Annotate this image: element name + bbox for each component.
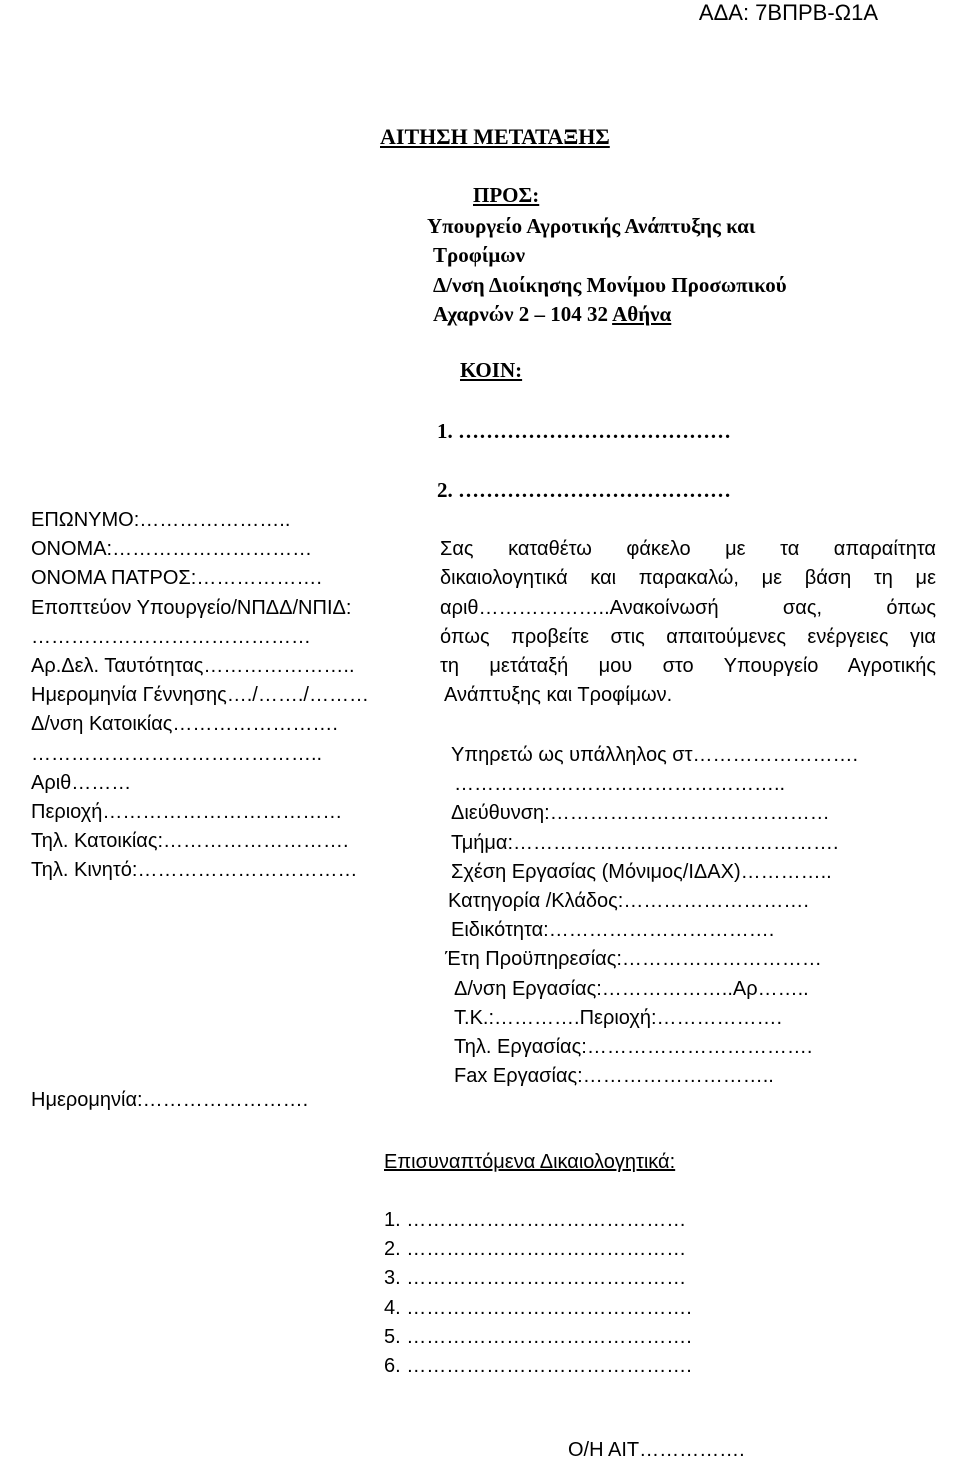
field-supervising-ministry: Εποπτεύον Υπουργείο/ΝΠΔΔ/ΝΠΙΔ: (31, 596, 352, 619)
body-line: Ανάπτυξης και Τροφίμων. (444, 684, 673, 707)
field-father-name: ΟΝΟΜΑ ΠΑΤΡΟΣ:………………. (31, 567, 322, 590)
field-work-address: Δ/νση Εργασίας:………………..Αρ…….. (454, 977, 809, 1000)
field-home-phone: Τηλ. Κατοικίας:………………………. (31, 830, 349, 853)
body-line: αριθ………………..Ανακοίνωσή σας, όπως (440, 596, 936, 619)
recipient-line: Υπουργείο Αγροτικής Ανάπτυξης και (427, 214, 756, 238)
field-name: ΟΝΟΜΑ:………………………… (31, 538, 313, 561)
attachment-item: 1. …………………………………… (384, 1209, 687, 1231)
field-id-card: Αρ.Δελ. Ταυτότητας………………….. (31, 655, 355, 678)
field-surname: ΕΠΩΝΥΜΟ:………………….. (31, 509, 291, 531)
recipient-address: Αχαρνών 2 – 104 32 (433, 301, 609, 326)
body-line: τη μετάταξή μου στο Υπουργείο Αγροτικής (440, 655, 936, 678)
field-years-service: Έτη Προϋπηρεσίας:………………………… (445, 948, 822, 971)
attachment-item: 4. ……………………………………. (384, 1296, 692, 1319)
document-code: ΑΔΑ: 7ΒΠΡΒ-Ω1Α (698, 0, 878, 25)
field-supervising-ministry-blank: …………………………………… (31, 625, 311, 648)
attachment-item: 2. …………………………………… (384, 1238, 687, 1261)
field-area: Περιοχή……………………………… (31, 801, 343, 824)
attachment-item: 5. ……………………………………. (384, 1325, 692, 1348)
field-serving-at-blank: ………………………………………….. (454, 773, 786, 796)
attachment-item: 3. …………………………………… (384, 1267, 687, 1290)
signature-line: Ο/Η ΑΙΤ……………. (568, 1439, 745, 1461)
field-number: Αριθ……… (31, 771, 132, 794)
body-line: Σας καταθέτω φάκελο με τα απαραίτητα (440, 538, 936, 560)
attachments-list (384, 1206, 692, 1381)
field-category: Κατηγορία /Κλάδος:………………………. (448, 890, 809, 913)
employment-details (445, 741, 859, 1091)
recipient-line: Τροφίμων (433, 243, 525, 268)
field-department: Τμήμα:…………………………………………. (451, 831, 839, 854)
field-mobile-phone: Τηλ. Κινητό:…………………………… (31, 859, 358, 882)
recipient-address-line (427, 300, 787, 329)
koin-item: 2. ………………………………… (437, 478, 731, 502)
field-postal-code: Τ.Κ.:………….Περιοχή:………………. (454, 1006, 783, 1029)
personal-details (31, 506, 369, 886)
recipient-city: Αθήνα (612, 301, 672, 326)
recipient-label: ΠΡΟΣ: (473, 183, 540, 207)
field-work-phone: Τηλ. Εργασίας:……………………………. (454, 1036, 813, 1059)
field-birth-date: Ημερομηνία Γέννησης…./……./……… (31, 684, 369, 707)
date-field: Ημερομηνία:……………………. (31, 1089, 309, 1111)
recipient-lines (427, 212, 787, 329)
field-serving-at: Υπηρετώ ως υπάλληλος στ……………………. (451, 744, 859, 766)
field-directorate: Διεύθυνση:…………………………………… (451, 802, 830, 825)
field-home-address-blank: …………………………………….. (31, 742, 323, 765)
koin-item: 1. ………………………………… (437, 419, 731, 443)
body-line: δικαιολογητικά και παρακαλώ, με βάση τη με (440, 567, 936, 590)
page-title: ΑΙΤΗΣΗ ΜΕΤΑΤΑΞΗΣ (380, 124, 610, 149)
field-work-fax: Fax Εργασίας:……………………….. (454, 1065, 774, 1088)
recipient-line: Δ/νση Διοίκησης Μονίμου Προσωπικού (433, 272, 787, 297)
field-specialty: Ειδικότητα:……………………………. (451, 919, 775, 942)
field-employment-relation: Σχέση Εργασίας (Μόνιμος/ΙΔΑΧ)………….. (451, 860, 832, 883)
attachments-title: Επισυναπτόμενα Δικαιολογητικά: (384, 1151, 676, 1173)
body-line: όπως προβείτε στις απαιτούμενες ενέργειες για (440, 625, 936, 648)
koin-label: ΚΟΙΝ: (460, 358, 523, 382)
field-home-address: Δ/νση Κατοικίας……………………. (31, 713, 338, 736)
request-body (440, 535, 936, 711)
attachment-item: 6. ……………………………………. (384, 1355, 692, 1378)
